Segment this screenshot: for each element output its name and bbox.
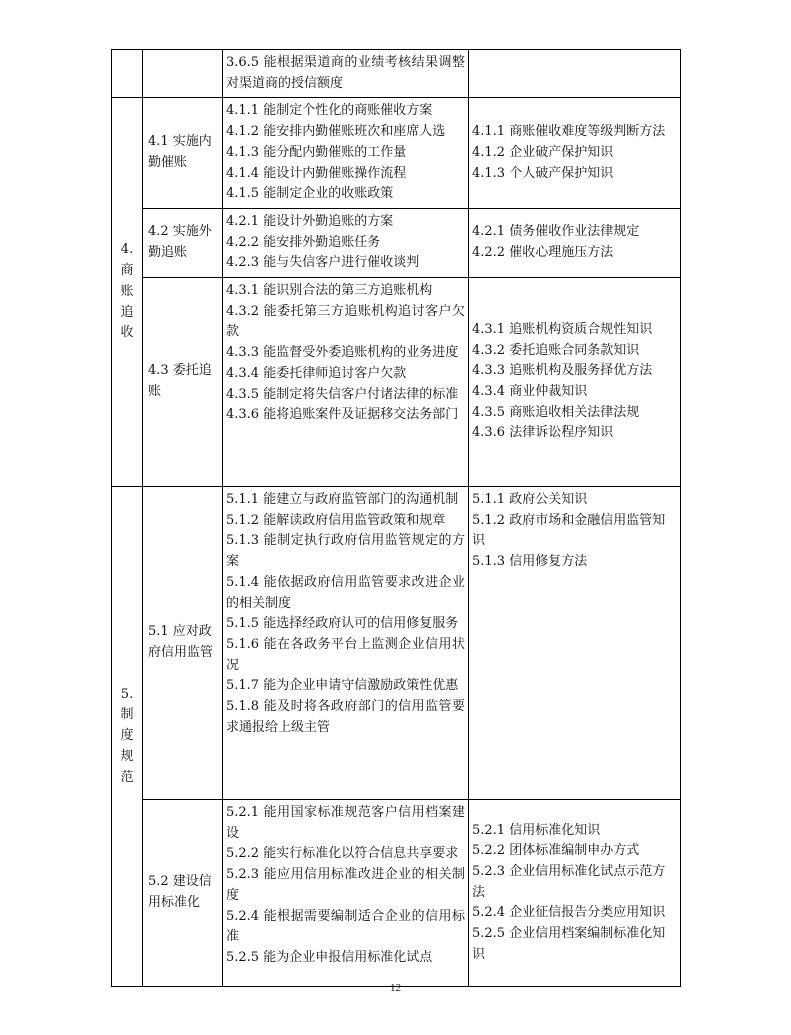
list-item: 4.2.2 能安排外勤追账任务 bbox=[226, 234, 381, 250]
list-item: 4.3.3 追账机构及服务择优方法 bbox=[472, 363, 653, 379]
knowledge-cell bbox=[469, 800, 681, 987]
chapter-char: 度 bbox=[120, 728, 134, 744]
skill-cell bbox=[223, 50, 469, 98]
chapter-cell-4 bbox=[112, 98, 143, 487]
chapter-char: 范 bbox=[120, 769, 134, 785]
list-item: 4.3.4 能委托律师追讨客户欠款 bbox=[226, 365, 407, 381]
standard-table bbox=[111, 49, 681, 987]
chapter-cell-5 bbox=[112, 487, 143, 987]
knowledge-cell bbox=[469, 50, 681, 98]
table-row bbox=[112, 800, 681, 987]
list-item: 5.1.4 能依据政府信用监管要求改进企业的相关制度 bbox=[226, 574, 465, 611]
list-item: 4.2.1 债务催收作业法律规定 bbox=[472, 224, 640, 240]
chapter-char: 5. bbox=[120, 686, 134, 702]
list-item: 4.3.6 能将追账案件及证据移交法务部门 bbox=[226, 407, 459, 423]
list-item: 5.1.1 能建立与政府监管部门的沟通机制 bbox=[226, 492, 459, 508]
list-item: 4.3.3 能监督受外委追账机构的业务进度 bbox=[226, 345, 459, 361]
list-item: 4.1.1 能制定个性化的商账催收方案 bbox=[226, 103, 433, 119]
list-item: 4.1.3 个人破产保护知识 bbox=[472, 165, 614, 181]
list-item: 4.3.4 商业仲裁知识 bbox=[472, 384, 588, 400]
list-item: 5.2.5 企业信用档案编制标准化知识 bbox=[472, 926, 666, 962]
chapter-cell bbox=[112, 50, 143, 98]
list-item: 5.1.6 能在各政务平台上监测企业信用状况 bbox=[226, 636, 465, 673]
skill-cell bbox=[223, 98, 469, 209]
list-item: 4.3.5 商账追收相关法律法规 bbox=[472, 404, 640, 420]
list-item: 4.3.2 委托追账合同条款知识 bbox=[472, 342, 640, 358]
list-item: 4.2.2 催收心理施压方法 bbox=[472, 244, 614, 260]
list-item: 4.1.5 能制定企业的收账政策 bbox=[226, 186, 394, 202]
table-row bbox=[112, 98, 681, 209]
skill-cell bbox=[223, 800, 469, 987]
list-item: 5.2.5 能为企业申报信用标准化试点 bbox=[226, 949, 433, 965]
list-item: 5.2.2 团体标准编制申办方式 bbox=[472, 843, 640, 859]
table-row bbox=[112, 487, 681, 800]
table-row bbox=[112, 50, 681, 98]
list-item: 5.1.2 能解读政府信用监管政策和规章 bbox=[226, 512, 446, 528]
unit-title-5-1: 5.1 应对政府信用监管 bbox=[143, 487, 223, 800]
list-item: 4.3.6 法律诉讼程序知识 bbox=[472, 425, 614, 441]
skill-cell bbox=[223, 278, 469, 487]
list-item: 4.3.1 追账机构资质合规性知识 bbox=[472, 321, 653, 337]
list-item: 4.1.4 能设计内勤催账操作流程 bbox=[226, 165, 407, 181]
chapter-char: 追 bbox=[120, 304, 134, 320]
list-item: 5.1.8 能及时将各政府部门的信用监管要求通报给上级主管 bbox=[226, 699, 465, 735]
table-row bbox=[112, 208, 681, 277]
chapter-char: 制 bbox=[120, 707, 134, 723]
knowledge-cell bbox=[469, 278, 681, 487]
knowledge-cell bbox=[469, 487, 681, 800]
skill-cell bbox=[223, 208, 469, 277]
chapter-char: 规 bbox=[120, 748, 134, 764]
page-number: 12 bbox=[390, 982, 401, 994]
chapter-char: 商 bbox=[120, 263, 134, 279]
list-item: 4.3.1 能识别合法的第三方追账机构 bbox=[226, 283, 433, 299]
list-item: 5.1.1 政府公关知识 bbox=[472, 492, 588, 508]
skill-cell bbox=[223, 487, 469, 800]
unit-title-4-3: 4.3 委托追账 bbox=[143, 278, 223, 487]
list-item: 4.2.1 能设计外勤追账的方案 bbox=[226, 213, 394, 229]
table-row bbox=[112, 278, 681, 487]
knowledge-cell bbox=[469, 208, 681, 277]
list-item: 4.3.2 能委托第三方追账机构追讨客户欠款 bbox=[226, 303, 465, 340]
list-item: 4.1.3 能分配内勤催账的工作量 bbox=[226, 144, 407, 160]
list-item: 5.2.2 能实行标准化以符合信息共享要求 bbox=[226, 846, 459, 862]
chapter-char: 4. bbox=[120, 242, 134, 258]
list-item: 4.1.1 商账催收难度等级判断方法 bbox=[472, 124, 666, 140]
unit-title-4-2: 4.2 实施外勤追账 bbox=[143, 208, 223, 277]
list-item: 5.1.7 能为企业申请守信激励政策性优惠 bbox=[226, 678, 459, 694]
list-item: 5.2.4 企业征信报告分类应用知识 bbox=[472, 905, 666, 921]
list-item: 5.2.1 信用标准化知识 bbox=[472, 822, 601, 838]
list-item: 4.1.2 能安排内勤催账班次和座席人选 bbox=[226, 124, 446, 140]
knowledge-cell bbox=[469, 98, 681, 209]
list-item: 5.2.3 企业信用标准化试点示范方法 bbox=[472, 863, 666, 900]
list-item: 5.1.2 政府市场和金融信用监管知识 bbox=[472, 512, 666, 549]
unit-cell bbox=[143, 50, 223, 98]
list-item: 5.1.5 能选择经政府认可的信用修复服务 bbox=[226, 616, 459, 632]
chapter-char: 账 bbox=[120, 283, 134, 299]
chapter-char: 收 bbox=[120, 325, 134, 341]
list-item: 5.2.1 能用国家标准规范客户信用档案建设 bbox=[226, 805, 465, 841]
list-item: 5.2.4 能根据需要编制适合企业的信用标准 bbox=[226, 908, 465, 945]
list-item: 4.3.5 能制定将失信客户付诸法律的标准 bbox=[226, 386, 459, 402]
list-item: 5.1.3 信用修复方法 bbox=[472, 554, 588, 570]
list-item: 5.1.3 能制定执行政府信用监管规定的方案 bbox=[226, 533, 465, 570]
unit-title-4-1: 4.1 实施内勤催账 bbox=[143, 98, 223, 209]
list-item: 3.6.5 能根据渠道商的业绩考核结果调整对渠道商的授信额度 bbox=[226, 55, 465, 91]
list-item: 4.2.3 能与失信客户进行催收谈判 bbox=[226, 255, 420, 271]
list-item: 5.2.3 能应用信用标准改进企业的相关制度 bbox=[226, 867, 465, 903]
unit-title-5-2: 5.2 建设信用标准化 bbox=[143, 800, 223, 987]
list-item: 4.1.2 企业破产保护知识 bbox=[472, 144, 614, 160]
